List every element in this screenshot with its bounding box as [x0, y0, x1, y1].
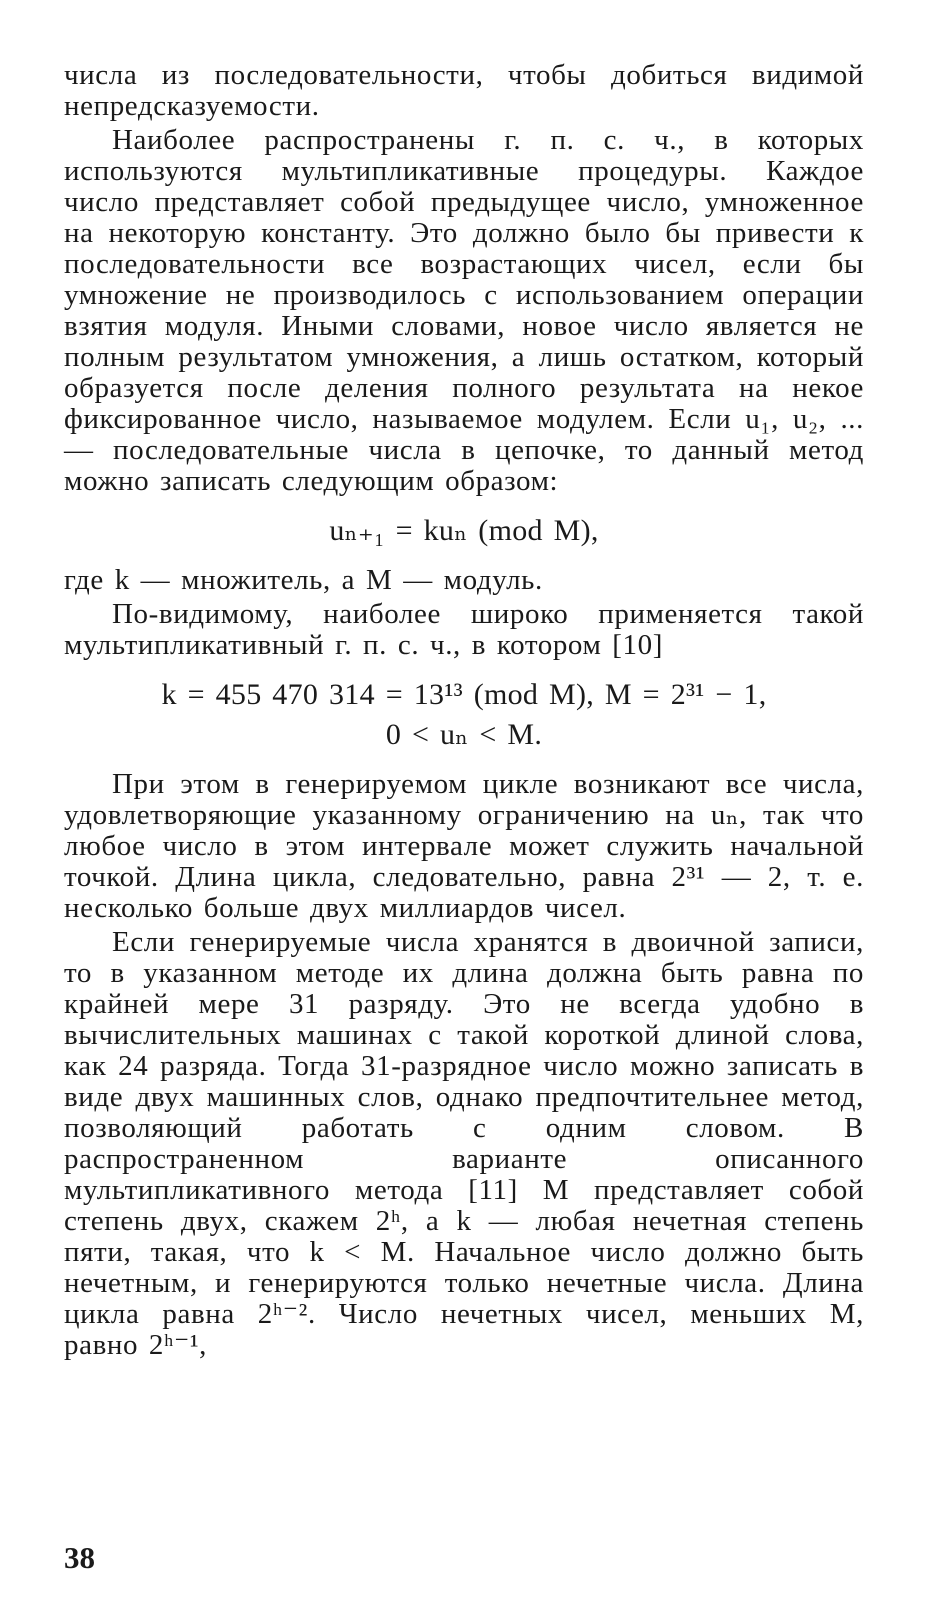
formula-multiplier-line-2: 0 < uₙ < M. [385, 718, 543, 751]
formula-multiplier-line-1: k = 455 470 314 = 13¹³ (mod M), M = 2³¹ − 1, [161, 678, 767, 711]
page-body [64, 60, 864, 1364]
paragraph-5: При этом в генерируемом цикле возникают все числа, удовлетворяющие указанному ограничению на uₙ, так что любое число в этом интервале может служить начальной точкой. Длина цикла, следовательно, равна 2³¹ — 2, т. е. несколько больше двух миллиардов чисел. [64, 768, 864, 924]
page-number: 38 [64, 1540, 95, 1575]
paragraph-4: По-видимому, наиболее широко применяется такой мультипликативный г. п. с. ч., в котором [10] [64, 598, 864, 661]
formula-recurrence-line: uₙ₊₁ = kuₙ (mod M), [329, 514, 599, 547]
paragraph-2: Наиболее распространены г. п. с. ч., в которых используются мультипликативные процедуры. Каждое число представляет собой предыдущее число, умноженное на некоторую константу. Это должно было бы привести к последовательности все возрастающих чисел, если бы умножение не производилось с использованием операции взятия модуля. Иными словами, новое число является не полным результатом умножения, а лишь остатком, который образуется после деления полного результата на некое фиксированное число, называемое модулем. Если u₁, u₂, ... — последовательные числа в цепочке, то данный метод можно записать следующим образом: [64, 124, 864, 497]
paragraph-3: где k — множитель, а M — модуль. [64, 564, 543, 596]
formula-multiplier [64, 675, 864, 755]
formula-recurrence [64, 511, 864, 551]
paragraph-6: Если генерируемые числа хранятся в двоичной записи, то в указанном методе их длина должна быть равна по крайней мере 31 разряду. Это не всегда удобно в вычислительных машинах с такой короткой длиной слова, как 24 разряда. Тогда 31-разрядное число можно записать в виде двух машинных слов, однако предпочтительнее метод, позволяющий работать с одним словом. В распространенном варианте описанного мультипликативного метода [11] M представляет собой степень двух, скажем 2ʰ, а k — любая нечетная степень пяти, такая, что k < M. Начальное число должно быть нечетным, и генерируются только нечетные числа. Длина цикла равна 2ʰ⁻². Число нечетных чисел, меньших M, равно 2ʰ⁻¹, [64, 926, 864, 1361]
paragraph-1: числа из последовательности, чтобы добиться видимой непредсказуемости. [64, 59, 864, 122]
